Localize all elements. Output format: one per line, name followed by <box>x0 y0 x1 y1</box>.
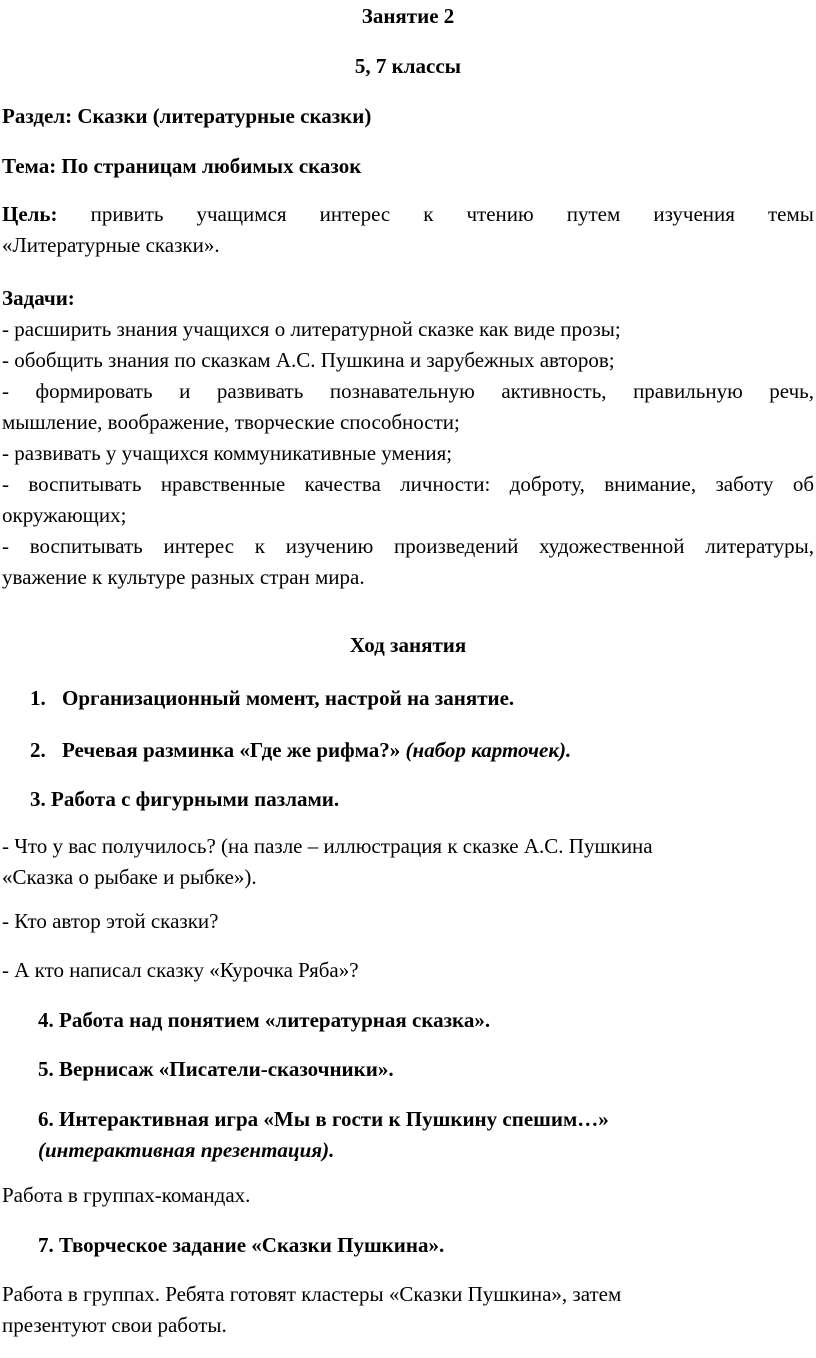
step-4: 4. Работа над понятием «литературная сказка». <box>38 1008 491 1032</box>
task-item-line: окружающих; <box>2 503 127 527</box>
goal-word: учащимся <box>196 202 287 226</box>
goal-paragraph <box>2 199 814 261</box>
step-2-text: Речевая разминка «Где же рифма?» <box>62 738 401 762</box>
goal-word: изучения <box>653 202 735 226</box>
step-3: 3. Работа с фигурными пазлами. <box>30 787 340 811</box>
goal-label: Цель: <box>2 202 58 226</box>
goal-word: к <box>423 202 434 226</box>
page-title: Занятие 2 <box>361 4 455 28</box>
question-3: - А кто написал сказку «Курочка Ряба»? <box>2 958 359 982</box>
step-5: 5. Вернисаж «Писатели-сказочники». <box>38 1057 394 1081</box>
topic-heading: Тема: По страницам любимых сказок <box>2 154 362 178</box>
step-2 <box>30 735 571 766</box>
task-item-line: - расширить знания учащихся о литературной сказке как виде прозы; <box>2 317 621 341</box>
goal-word: чтению <box>466 202 534 226</box>
question-1-line-2: «Сказка о рыбаке и рыбке»). <box>2 865 257 889</box>
goal-line-2: «Литературные сказки». <box>2 233 220 257</box>
task-item-line: - формировать и развивать познавательную активность, правильную речь, <box>2 379 814 403</box>
step-6 <box>38 1104 814 1166</box>
lesson-heading: Ход занятия <box>349 633 467 657</box>
goal-word: интерес <box>319 202 391 226</box>
section-heading: Раздел: Сказки (литературные сказки) <box>2 104 372 128</box>
goal-word: привить <box>90 202 164 226</box>
question-1-line-1: - Что у вас получилось? (на пазле – иллюстрация к сказке А.С. Пушкина <box>2 834 653 858</box>
step-1-number: 1. <box>30 686 46 710</box>
goal-line-1 <box>2 199 814 230</box>
step-1-text: Организационный момент, настрой на занятие. <box>62 686 515 710</box>
step-2-note: (набор карточек). <box>405 738 572 762</box>
group-work-text: Работа в группах-командах. <box>2 1183 251 1207</box>
task-item-line: уважение к культуре разных стран мира. <box>2 565 365 589</box>
task-item-line: мышление, воображение, творческие способности; <box>2 410 460 434</box>
final-line-2: презентуют свои работы. <box>2 1313 227 1337</box>
tasks-list <box>2 314 814 593</box>
final-line-1: Работа в группах. Ребята готовят кластеры «Сказки Пушкина», затем <box>2 1282 622 1306</box>
tasks-heading: Задачи: <box>2 286 75 310</box>
question-2: - Кто автор этой сказки? <box>2 909 219 933</box>
step-2-number: 2. <box>30 738 46 762</box>
question-1 <box>2 831 814 893</box>
task-item-line: - развивать у учащихся коммуникативные умения; <box>2 441 453 465</box>
step-6-line-1: 6. Интерактивная игра «Мы в гости к Пушкину спешим…» <box>38 1107 609 1131</box>
step-1 <box>30 683 514 714</box>
step-7: 7. Творческое задание «Сказки Пушкина». <box>38 1233 445 1257</box>
goal-word: темы <box>767 202 814 226</box>
step-6-line-2: (интерактивная презентация). <box>38 1138 335 1162</box>
task-item-line: - обобщить знания по сказкам А.С. Пушкина и зарубежных авторов; <box>2 348 615 372</box>
goal-word: путем <box>566 202 621 226</box>
task-item-line: - воспитывать нравственные качества личности: доброту, внимание, заботу об <box>2 472 814 496</box>
task-item-line: - воспитывать интерес к изучению произведений художественной литературы, <box>2 534 814 558</box>
classes-subtitle: 5, 7 классы <box>354 54 462 78</box>
final-paragraph <box>2 1279 814 1341</box>
